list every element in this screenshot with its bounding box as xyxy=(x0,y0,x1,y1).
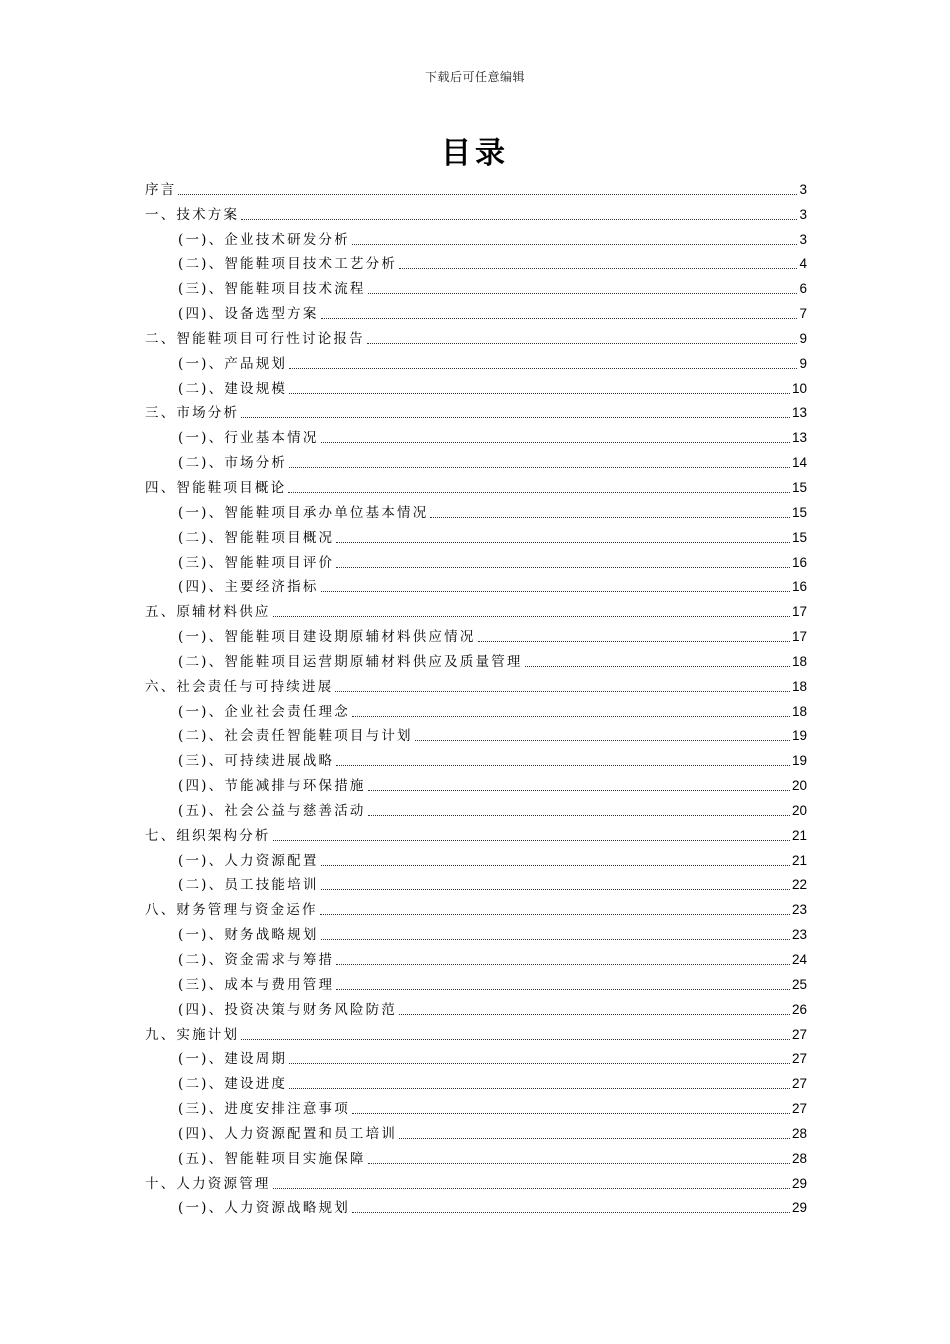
toc-dot-leader xyxy=(289,367,797,369)
toc-entry[interactable] xyxy=(145,323,807,348)
header-note: 下载后可任意编辑 xyxy=(424,70,525,84)
toc-entry-page-number: 17 xyxy=(791,604,807,620)
toc-entry-page-number: 29 xyxy=(791,1175,807,1191)
toc-entry[interactable] xyxy=(145,696,807,721)
toc-dot-leader xyxy=(525,665,790,667)
toc-entry-page-number: 20 xyxy=(791,802,807,818)
toc-entry[interactable] xyxy=(145,174,807,199)
toc-entry-label: 九、实施计划 xyxy=(145,1026,240,1043)
toc-entry[interactable] xyxy=(145,447,807,472)
toc-dot-leader xyxy=(321,317,798,319)
toc-entry-label: 序言 xyxy=(145,181,177,198)
toc-dot-leader xyxy=(399,1013,790,1015)
toc-entry-label: 六、社会责任与可持续进展 xyxy=(145,678,334,695)
toc-entry-page-number: 28 xyxy=(791,1125,807,1141)
toc-entry-page-number: 29 xyxy=(791,1200,807,1216)
toc-title: 目录 xyxy=(441,136,509,171)
toc-dot-leader xyxy=(368,292,798,294)
toc-entry-label: 五、原辅材料供应 xyxy=(145,604,271,621)
toc-entry-page-number: 6 xyxy=(799,281,807,297)
toc-entry-page-number: 3 xyxy=(799,181,807,197)
toc-entry-label: (一)、人力资源配置 xyxy=(178,852,319,869)
toc-dot-leader xyxy=(289,1087,790,1089)
toc-entry[interactable] xyxy=(145,472,807,497)
toc-entry[interactable] xyxy=(145,1044,807,1069)
toc-entry[interactable] xyxy=(145,621,807,646)
toc-entry[interactable] xyxy=(145,298,807,323)
toc-entry-label: (一)、企业社会责任理念 xyxy=(178,703,350,720)
toc-dot-leader xyxy=(352,1211,790,1213)
toc-entry-label: (二)、智能鞋项目运营期原辅材料供应及质量管理 xyxy=(178,653,523,670)
toc-entry[interactable] xyxy=(145,646,807,671)
toc-entry-label: (四)、设备选型方案 xyxy=(178,306,319,323)
toc-dot-leader xyxy=(399,267,797,269)
toc-entry-label: (三)、成本与费用管理 xyxy=(178,976,335,993)
toc-entry-page-number: 13 xyxy=(791,430,807,446)
toc-dot-leader xyxy=(430,516,790,518)
toc-entry[interactable] xyxy=(145,348,807,373)
toc-entry-label: (四)、投资决策与财务风险防范 xyxy=(178,1001,398,1018)
toc-entry[interactable] xyxy=(145,1118,807,1143)
toc-dot-leader xyxy=(415,739,790,741)
toc-entry-label: 八、财务管理与资金运作 xyxy=(145,902,318,919)
toc-dot-leader xyxy=(336,764,790,766)
toc-entry-page-number: 27 xyxy=(791,1026,807,1042)
toc-dot-leader xyxy=(336,566,790,568)
toc-entry[interactable] xyxy=(145,1143,807,1168)
toc-dot-leader xyxy=(321,864,790,866)
toc-entry-label: (三)、可持续进展战略 xyxy=(178,753,335,770)
toc-entry[interactable] xyxy=(145,1068,807,1093)
toc-entry-page-number: 23 xyxy=(791,927,807,943)
toc-dot-leader xyxy=(288,491,790,493)
toc-dot-leader xyxy=(241,1038,790,1040)
toc-dot-leader xyxy=(273,615,790,617)
toc-entry-label: (五)、智能鞋项目实施保障 xyxy=(178,1150,366,1167)
toc-entry-label: (二)、社会责任智能鞋项目与计划 xyxy=(178,728,413,745)
toc-entry-page-number: 13 xyxy=(791,405,807,421)
toc-entry-page-number: 26 xyxy=(791,1001,807,1017)
toc-dot-leader xyxy=(321,888,790,890)
toc-dot-leader xyxy=(273,1187,790,1189)
toc-entry-page-number: 25 xyxy=(791,976,807,992)
toc-entry-label: (一)、产品规划 xyxy=(178,355,288,372)
toc-entry[interactable] xyxy=(145,820,807,845)
toc-entry[interactable] xyxy=(145,671,807,696)
toc-entry-page-number: 27 xyxy=(791,1076,807,1092)
toc-dot-leader xyxy=(178,193,797,195)
toc-dot-leader xyxy=(335,690,790,692)
toc-dot-leader xyxy=(241,416,790,418)
toc-entry-label: (一)、建设周期 xyxy=(178,1051,288,1068)
toc-entry[interactable] xyxy=(145,273,807,298)
toc-entry-page-number: 4 xyxy=(799,256,807,272)
toc-entry-page-number: 10 xyxy=(791,380,807,396)
toc-entry[interactable] xyxy=(145,497,807,522)
toc-entry[interactable] xyxy=(145,572,807,597)
toc-entry[interactable] xyxy=(145,795,807,820)
toc-entry-page-number: 18 xyxy=(791,653,807,669)
toc-entry-page-number: 16 xyxy=(791,579,807,595)
toc-entry[interactable] xyxy=(145,919,807,944)
toc-entry[interactable] xyxy=(145,596,807,621)
toc-entry-label: (二)、员工技能培训 xyxy=(178,877,319,894)
toc-entry-label: (一)、财务战略规划 xyxy=(178,927,319,944)
toc-entry-page-number: 23 xyxy=(791,902,807,918)
toc-entry-page-number: 27 xyxy=(791,1101,807,1117)
toc-entry-label: (三)、智能鞋项目技术流程 xyxy=(178,281,366,298)
toc-dot-leader xyxy=(367,342,798,344)
toc-entry[interactable] xyxy=(145,944,807,969)
toc-entry-page-number: 7 xyxy=(799,306,807,322)
toc-entry-page-number: 18 xyxy=(791,703,807,719)
toc-dot-leader xyxy=(289,466,790,468)
toc-entry-label: (四)、主要经济指标 xyxy=(178,579,319,596)
toc-entry-page-number: 27 xyxy=(791,1051,807,1067)
toc-entry-page-number: 20 xyxy=(791,778,807,794)
toc-entry-label: 二、智能鞋项目可行性讨论报告 xyxy=(145,330,365,347)
toc-entry-label: (二)、资金需求与筹措 xyxy=(178,952,335,968)
toc-dot-leader xyxy=(352,715,790,717)
toc-entry[interactable] xyxy=(145,845,807,870)
toc-entry-label: (二)、市场分析 xyxy=(178,455,288,472)
toc-entry-page-number: 9 xyxy=(799,330,807,346)
toc-entry-page-number: 21 xyxy=(791,827,807,843)
toc-entry-page-number: 22 xyxy=(791,877,807,893)
toc-entry-label: 十、人力资源管理 xyxy=(145,1175,271,1192)
toc-entry[interactable] xyxy=(145,249,807,274)
toc-entry-page-number: 19 xyxy=(791,753,807,769)
toc-dot-leader xyxy=(399,1137,790,1139)
toc-dot-leader xyxy=(336,541,790,543)
toc-entry[interactable] xyxy=(145,721,807,746)
toc-entry-page-number: 24 xyxy=(791,952,807,967)
toc-entry[interactable] xyxy=(145,1193,807,1218)
toc-entry[interactable] xyxy=(145,1019,807,1044)
toc-dot-leader xyxy=(368,814,790,816)
toc-entry[interactable] xyxy=(145,1093,807,1118)
toc-entry[interactable] xyxy=(145,422,807,447)
toc-entry[interactable] xyxy=(145,994,807,1019)
toc-entry-page-number: 16 xyxy=(791,554,807,570)
toc-entry[interactable] xyxy=(145,547,807,572)
toc-entry[interactable] xyxy=(145,522,807,547)
toc-entry-page-number: 15 xyxy=(791,529,807,545)
toc-dot-leader xyxy=(336,963,790,965)
toc-entry-label: (一)、企业技术研发分析 xyxy=(178,231,350,248)
toc-dot-leader xyxy=(273,839,790,841)
toc-entry-label: (一)、人力资源战略规划 xyxy=(178,1200,350,1217)
toc-entry-label: (二)、智能鞋项目技术工艺分析 xyxy=(178,256,398,273)
toc-entry-page-number: 3 xyxy=(799,206,807,222)
toc-dot-leader xyxy=(352,1112,790,1114)
toc-entry-label: (四)、人力资源配置和员工培训 xyxy=(178,1125,398,1142)
toc-entry-label: 一、技术方案 xyxy=(145,206,240,223)
toc-entry[interactable] xyxy=(145,398,807,423)
toc-entry-page-number: 18 xyxy=(791,678,807,694)
toc-entry-page-number: 14 xyxy=(791,455,807,471)
toc-entry[interactable] xyxy=(145,745,807,770)
toc-entry-label: (一)、行业基本情况 xyxy=(178,430,319,447)
toc-dot-leader xyxy=(336,988,790,990)
toc-dot-leader xyxy=(320,913,790,915)
toc-dot-leader xyxy=(368,1162,790,1164)
toc-entry-label: (一)、智能鞋项目建设期原辅材料供应情况 xyxy=(178,629,476,646)
toc-entry[interactable] xyxy=(145,894,807,919)
toc-entry-label: (四)、节能减排与环保措施 xyxy=(178,778,366,795)
toc-entry-page-number: 28 xyxy=(791,1150,807,1166)
toc-dot-leader xyxy=(368,789,790,791)
toc-entry-page-number: 17 xyxy=(791,629,807,645)
toc-entry-label: (二)、智能鞋项目概况 xyxy=(178,529,335,546)
toc-entry[interactable] xyxy=(145,969,807,994)
toc-entry-label: (三)、进度安排注意事项 xyxy=(178,1101,350,1118)
toc-entry-label: (二)、建设进度 xyxy=(178,1076,288,1093)
toc-dot-leader xyxy=(352,243,798,245)
toc-dot-leader xyxy=(321,938,790,940)
toc-dot-leader xyxy=(289,392,790,394)
toc-entry-page-number: 21 xyxy=(791,852,807,868)
toc-entry-page-number: 3 xyxy=(799,231,807,247)
toc-entry-label: 三、市场分析 xyxy=(145,405,240,422)
toc-dot-leader xyxy=(321,441,790,443)
toc-dot-leader xyxy=(289,1062,790,1064)
toc-dot-leader xyxy=(321,590,790,592)
toc-dot-leader xyxy=(478,640,790,642)
toc-entry-label: 七、组织架构分析 xyxy=(145,827,271,844)
toc-entry[interactable] xyxy=(145,1168,807,1193)
toc-entry[interactable] xyxy=(145,373,807,398)
toc-entry-label: (三)、智能鞋项目评价 xyxy=(178,554,335,571)
toc-dot-leader xyxy=(241,218,797,220)
toc-entry-label: (五)、社会公益与慈善活动 xyxy=(178,802,366,819)
toc-entry-page-number: 19 xyxy=(791,728,807,744)
toc-entry[interactable] xyxy=(145,199,807,224)
toc-entry-page-number: 15 xyxy=(791,504,807,520)
toc-entry-label: (一)、智能鞋项目承办单位基本情况 xyxy=(178,504,429,521)
toc-entry-label: (二)、建设规模 xyxy=(178,380,288,397)
toc-entry-label: 四、智能鞋项目概论 xyxy=(145,479,287,496)
toc-entry[interactable] xyxy=(145,770,807,795)
toc-entry-page-number: 9 xyxy=(799,355,807,371)
toc-entry[interactable] xyxy=(145,870,807,895)
table-of-contents xyxy=(145,174,807,1217)
toc-entry-page-number: 15 xyxy=(791,479,807,495)
toc-entry[interactable] xyxy=(145,224,807,249)
